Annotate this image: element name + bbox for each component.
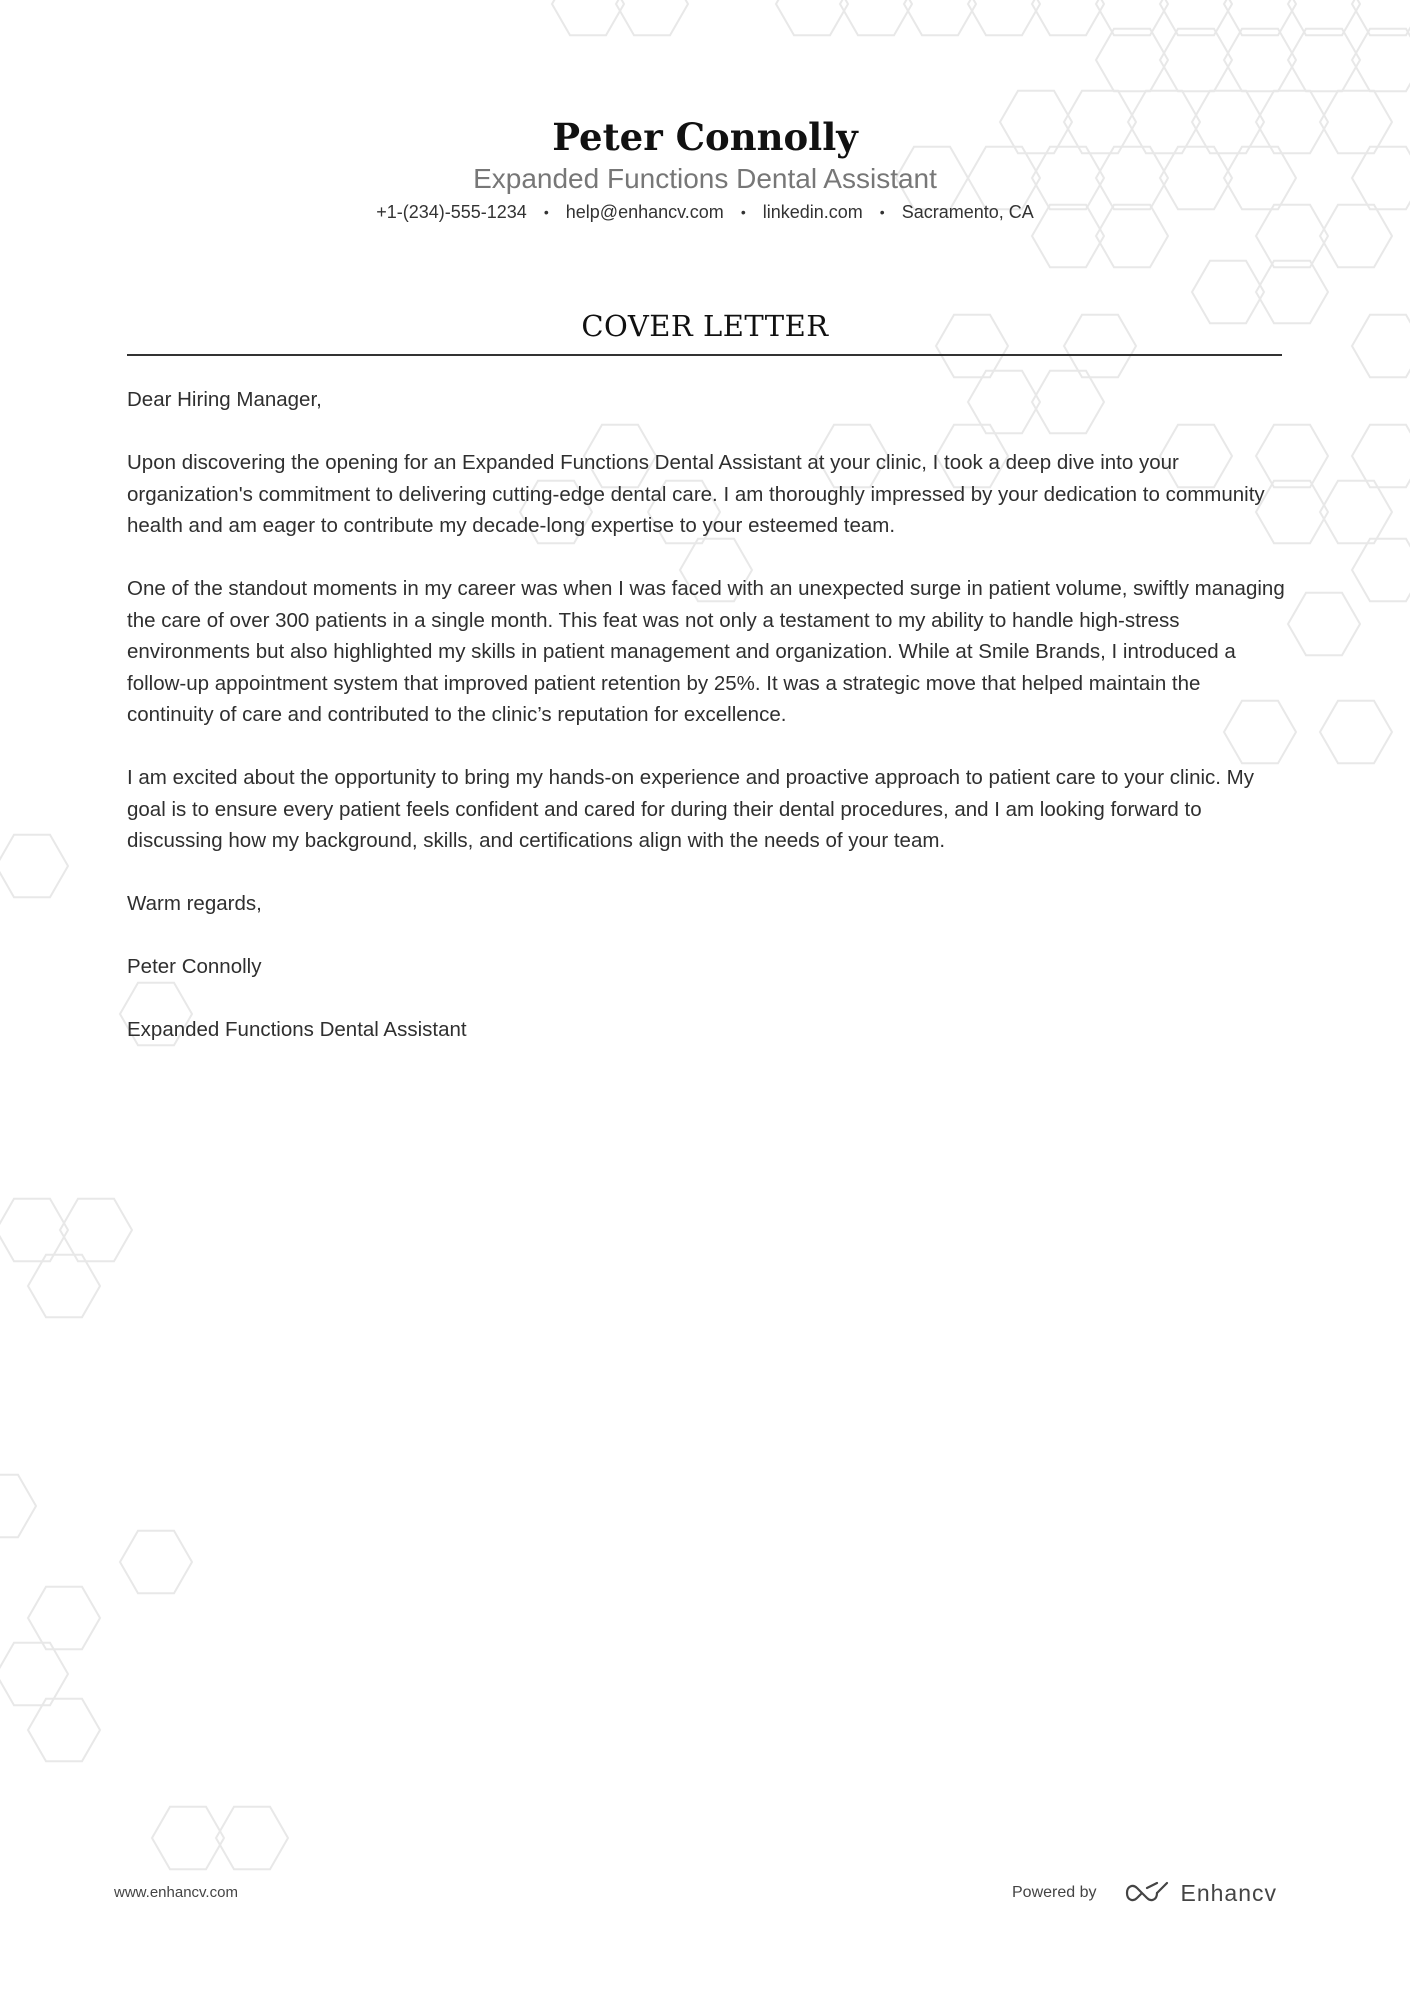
letter-body — [127, 384, 1287, 1077]
signature-title: Expanded Functions Dental Assistant — [127, 1018, 467, 1041]
section-title: COVER LETTER — [581, 309, 829, 343]
letter-paragraph-1: Upon discovering the opening for an Expanded Functions Dental Assistant at your clinic, I took a deep dive into your organization's commitment to delivering cutting-edge dental care. I am thoroughly impressed by your dedication to community health and am eager to contribute my decade-long expertise to your esteemed team. — [127, 451, 1265, 537]
candidate-role: Expanded Functions Dental Assistant — [473, 163, 937, 194]
letter-paragraph-2: One of the standout moments in my career was when I was faced with an unexpected surge in patient volume, swiftly managing the care of over 300 patients in a single month. This feat was not only a testament to my ability to handle high-stress environments but also highlighted my skills in patient management and organization. While at Smile Brands, I introduced a follow-up appointment system that improved patient retention by 25%. It was a strategic move that helped maintain the continuity of care and contributed to the clinic’s reputation for excellence. — [127, 577, 1285, 726]
contact-location: Sacramento, CA — [901, 202, 1034, 222]
footer-website[interactable]: www.enhancv.com — [114, 1884, 238, 1901]
letter-closing: Warm regards, — [127, 892, 262, 915]
footer-branding — [1012, 1878, 1277, 1908]
contact-linkedin: linkedin.com — [762, 202, 863, 222]
powered-by-label: Powered by — [1012, 1884, 1097, 1901]
enhancv-brand-name: Enhancv — [1180, 1879, 1278, 1906]
contact-separator: • — [740, 204, 746, 220]
contact-separator: • — [543, 204, 549, 220]
contact-line — [0, 200, 1410, 224]
contact-separator: • — [879, 204, 885, 220]
letter-greeting: Dear Hiring Manager, — [127, 388, 322, 411]
letter-paragraph-3: I am excited about the opportunity to bring my hands-on experience and proactive approach to patient care to your clinic. My goal is to ensure every patient feels confident and cared for during their dental procedures, and I am looking forward to discussing how my background, skills, and certifications align with the needs of your team. — [127, 766, 1254, 852]
enhancv-logo-icon — [1123, 1880, 1171, 1906]
candidate-name: Peter Connolly — [552, 115, 858, 159]
header — [0, 112, 1410, 224]
signature-name: Peter Connolly — [127, 955, 262, 978]
contact-phone: +1-(234)-555-1234 — [376, 202, 527, 222]
contact-email: help@enhancv.com — [565, 202, 724, 222]
section-divider — [127, 354, 1282, 356]
